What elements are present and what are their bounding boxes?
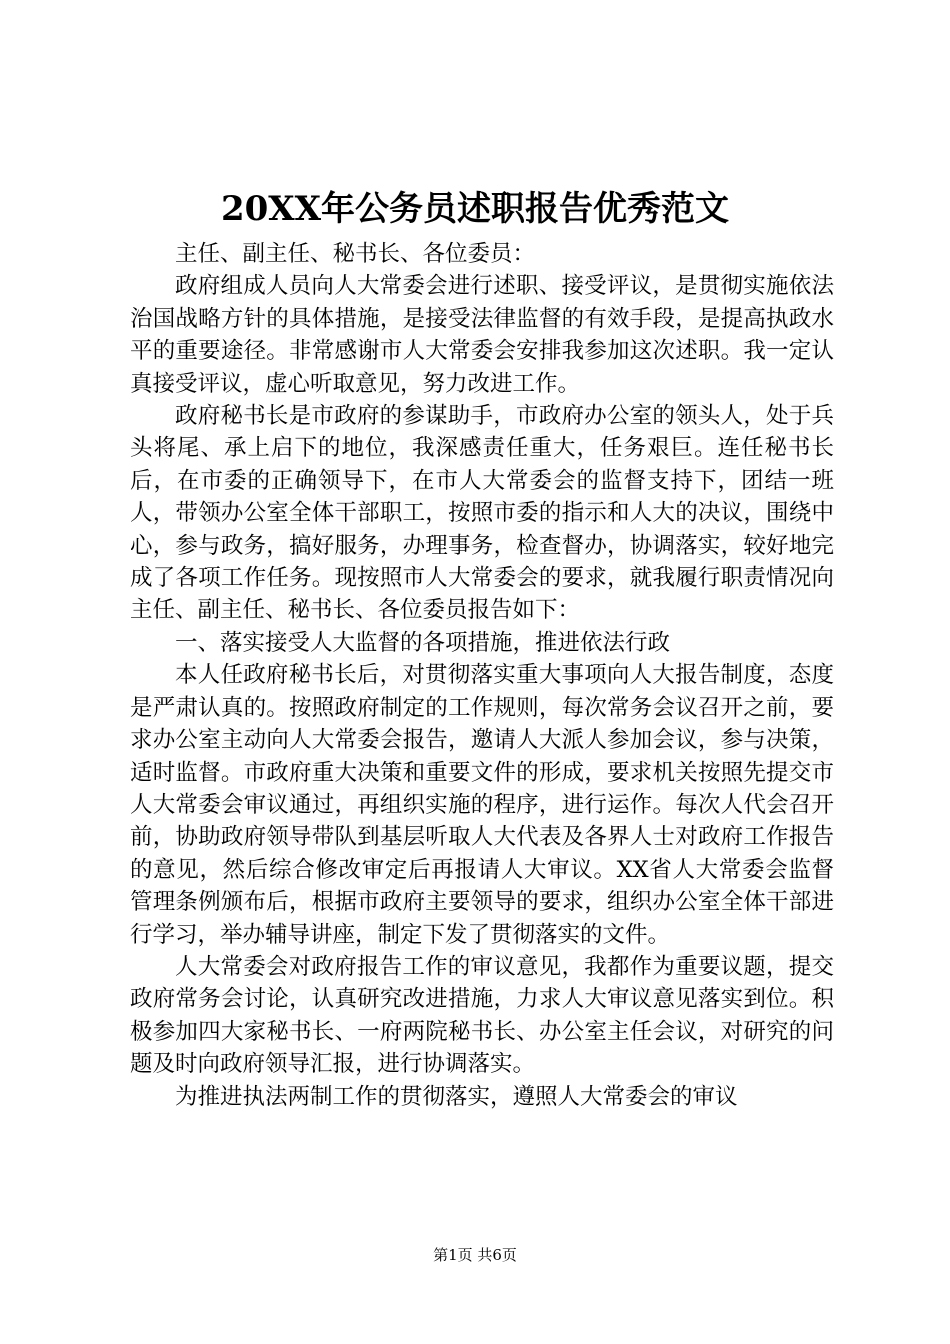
section-heading: 一、落实接受人大监督的各项措施，推进依法行政 (175, 629, 671, 656)
body-paragraph: 为推进执法两制工作的贯彻落实，遵照人大常委会的审议 (175, 1083, 738, 1110)
body-paragraph: 政府秘书长是市政府的参谋助手，市政府办公室的领头人，处于兵头将尾、承上启下的地位，我深感责任重大，任务艰巨。连任秘书长后，在市委的正确领导下，在市人大常委会的监督支持下，团结一班人，带领办公室全体干部职工，按照市委的指示和人大的决议，围绕中心，参与政务，搞好服务，办理事务，检查督办，协调落实，较好地完成了各项工作任务。现按照市人大常委会的要求，就我履行职责情况向主任、副主任、秘书长、各位委员报告如下： (130, 403, 834, 624)
body-paragraph: 政府组成人员向人大常委会进行述职、接受评议，是贯彻实施依法治国战略方针的具体措施，是接受法律监督的有效手段，是提高执政水平的重要途径。非常感谢市人大常委会安排我参加这次述职。我一定认真接受评议，虚心听取意见，努力改进工作。 (130, 273, 834, 397)
page-number-footer: 第1页 共6页 (433, 1246, 517, 1264)
document-body (130, 238, 834, 1113)
body-paragraph: 本人任政府秘书长后，对贯彻落实重大事项向人大报告制度，态度是严肃认真的。按照政府制定的工作规则，每次常务会议召开之前，要求办公室主动向人大常委会报告，邀请人大派人参加会议，参与决策，适时监督。市政府重大决策和重要文件的形成，要求机关按照先提交市人大常委会审议通过，再组织实施的程序，进行运作。每次人代会召开前，协助政府领导带队到基层听取人大代表及各界人士对政府工作报告的意见，然后综合修改审定后再报请人大审议。XX省人大常委会监督管理条例颁布后，根据市政府主要领导的要求，组织办公室全体干部进行学习，举办辅导讲座，制定下发了贯彻落实的文件。 (130, 662, 834, 948)
salutation-paragraph: 主任、副主任、秘书长、各位委员： (175, 241, 536, 267)
document-title: 20XX年公务员述职报告优秀范文 (220, 189, 730, 229)
body-paragraph: 人大常委会对政府报告工作的审议意见，我都作为重要议题，提交政府常务会讨论，认真研究改进措施，力求人大审议意见落实到位。积极参加四大家秘书长、一府两院秘书长、办公室主任会议，对研究的问题及时向政府领导汇报，进行协调落实。 (130, 953, 834, 1078)
